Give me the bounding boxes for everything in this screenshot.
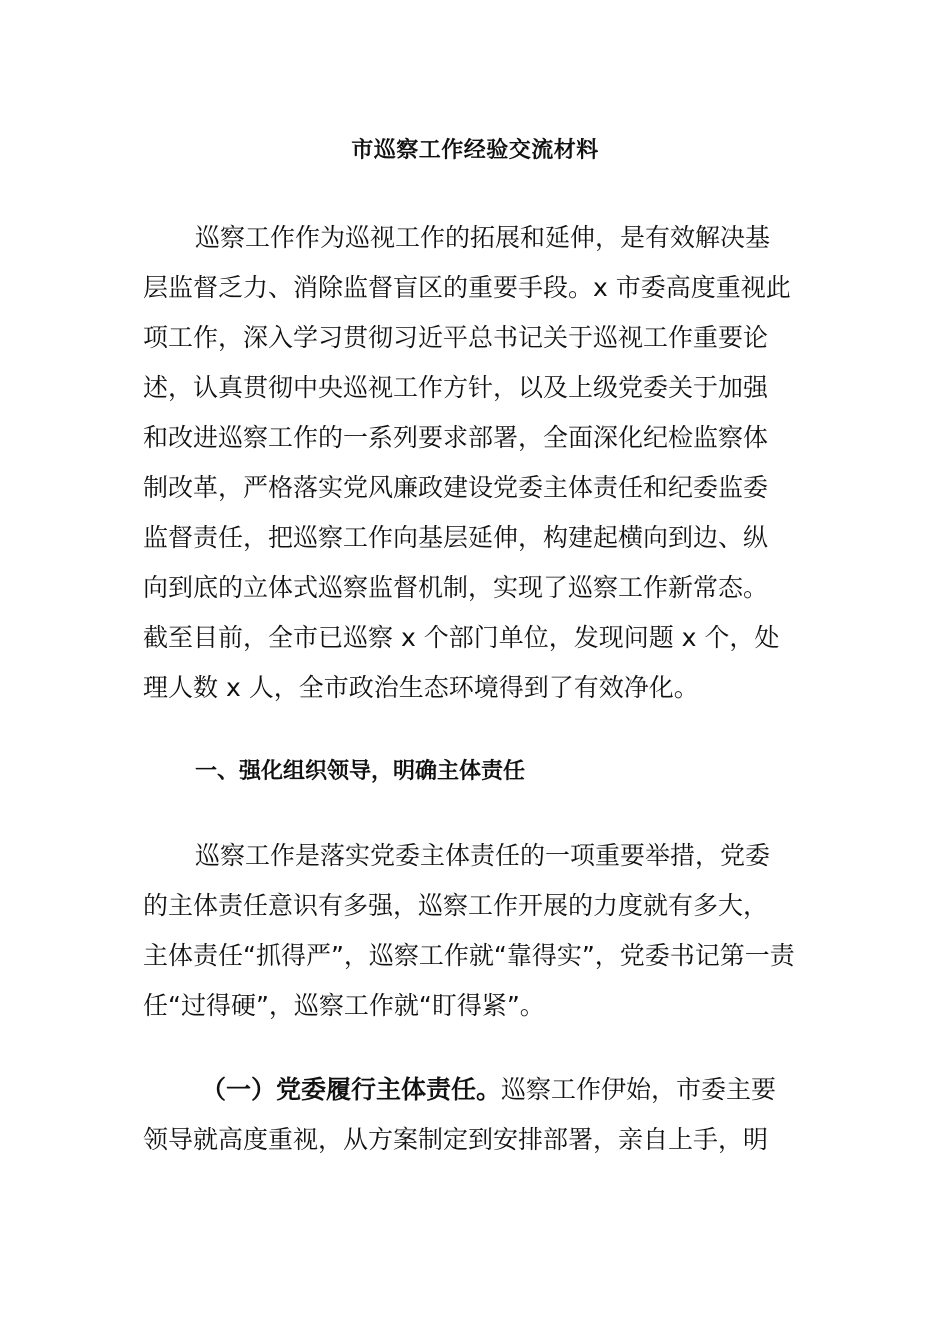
paragraph-line: 和改进巡察工作的一系列要求部署，全面深化纪检监察体 [143,423,769,452]
paragraph-line: 主体责任“抓得严”，巡察工作就“靠得实”，党委书记第一责 [143,941,795,970]
paragraph-line [143,1065,807,1115]
paragraph-line: 理人数 x 人，全市政治生态环境得到了有效净化。 [143,673,699,702]
paragraph-line: 监督责任，把巡察工作向基层延伸，构建起横向到边、纵 [143,523,769,552]
paragraph-line: 的主体责任意识有多强，巡察工作开展的力度就有多大， [143,891,769,920]
document-title: 市巡察工作经验交流材料 [351,138,599,163]
paragraph-line: 述，认真贯彻中央巡视工作方针，以及上级党委关于加强 [143,373,769,402]
paragraph-line: 项工作，深入学习贯彻习近平总书记关于巡视工作重要论 [143,323,769,352]
paragraph-line: 巡察工作作为巡视工作的拓展和延伸，是有效解决基 [195,223,771,252]
section1-paragraph [143,831,807,1031]
paragraph-line: 层监督乏力、消除监督盲区的重要手段。x 市委高度重视此 [143,273,791,302]
paragraph-line: 巡察工作是落实党委主体责任的一项重要举措，党委 [195,841,771,870]
paragraph-line: 截至目前，全市已巡察 x 个部门单位，发现问题 x 个，处 [143,623,780,652]
section-heading: 一、强化组织领导，明确主体责任 [195,759,526,784]
paragraph-line: 领导就高度重视，从方案制定到安排部署，亲自上手，明 [143,1125,769,1154]
subsection1-paragraph [143,1065,807,1165]
paragraph-line: 任“过得硬”，巡察工作就“盯得紧”。 [143,991,545,1020]
subsection-lead: （一）党委履行主体责任。 [201,1075,502,1104]
paragraph-line: 向到底的立体式巡察监督机制，实现了巡察工作新常态。 [143,573,769,602]
paragraph-line: 制改革，严格落实党风廉政建设党委主体责任和纪委监委 [143,473,769,502]
intro-paragraph [143,213,807,713]
subsection-text: 巡察工作伊始，市委主要 [501,1075,777,1104]
